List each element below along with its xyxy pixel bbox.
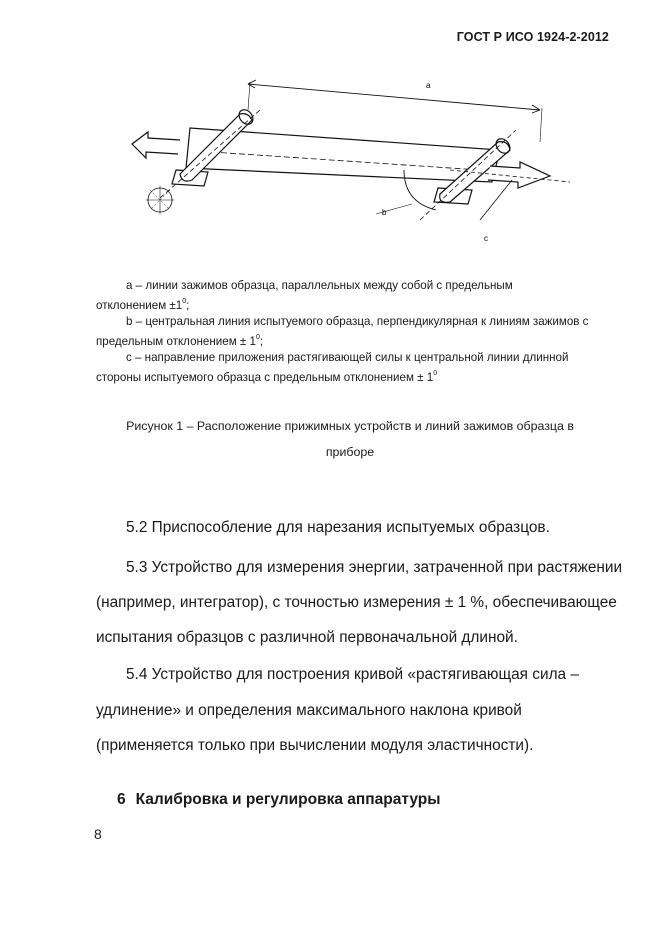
caption-line2: приборе — [325, 445, 375, 459]
paragraph-5-4-line3: (применяется только при вычислении модуля эластичности). — [96, 737, 534, 754]
section-number: 6 — [117, 791, 126, 808]
figure-label-a: a — [426, 81, 431, 90]
legend-c-line1: c – направление приложения растягивающей силы к центральной линии длинной — [126, 351, 569, 364]
clamp-figure — [120, 70, 580, 260]
left-pull-arrow — [132, 132, 180, 158]
right-pull-arrow — [488, 162, 550, 188]
figure-legend — [96, 278, 636, 386]
page-number: 8 — [94, 826, 102, 842]
paragraph-5-3-line1: 5.3 Устройство для измерения энергии, затраченной при растяжении — [126, 559, 623, 576]
paragraph-5-3-line3: испытания образцов с различной первоначальной длиной. — [96, 629, 518, 646]
section-heading — [117, 791, 440, 809]
figure-caption — [70, 413, 630, 465]
legend-a-line2: отклонением $\pm 1^0$; — [96, 298, 190, 312]
figure-label-c: c — [484, 234, 488, 243]
paragraph-5-4-line2: удлинение» и определения максимального наклона кривой — [96, 702, 522, 719]
caption-line1: Рисунок 1 – Расположение прижимных устройств и линий зажимов образца в — [126, 419, 574, 433]
legend-c-line2: стороны испытуемого образца с предельным отклонением ± $1^0$ — [96, 370, 438, 384]
legend-a-line1: a – линии зажимов образца, параллельных между собой с предельным — [126, 279, 513, 292]
paragraph-5-2: 5.2 Приспособление для нарезания испытуемых образцов. — [126, 519, 550, 536]
paragraph-5-4-line1: 5.4 Устройство для построения кривой «растягивающая сила – — [126, 666, 579, 683]
figure-label-b: b — [382, 208, 387, 217]
section-title: Калибровка и регулировка аппаратуры — [135, 791, 441, 808]
legend-b-line2: предельным отклонением ± $1^0$; — [96, 334, 264, 348]
legend-b-line1: b – центральная линия испытуемого образца, перпендикулярная к линиям зажимов с — [126, 315, 589, 328]
paragraph-5-3-line2: (например, интегратор), с точностью измерения ± 1 %, обеспечивающее — [96, 594, 617, 611]
document-header: ГОСТ Р ИСО 1924-2-2012 — [456, 30, 609, 44]
